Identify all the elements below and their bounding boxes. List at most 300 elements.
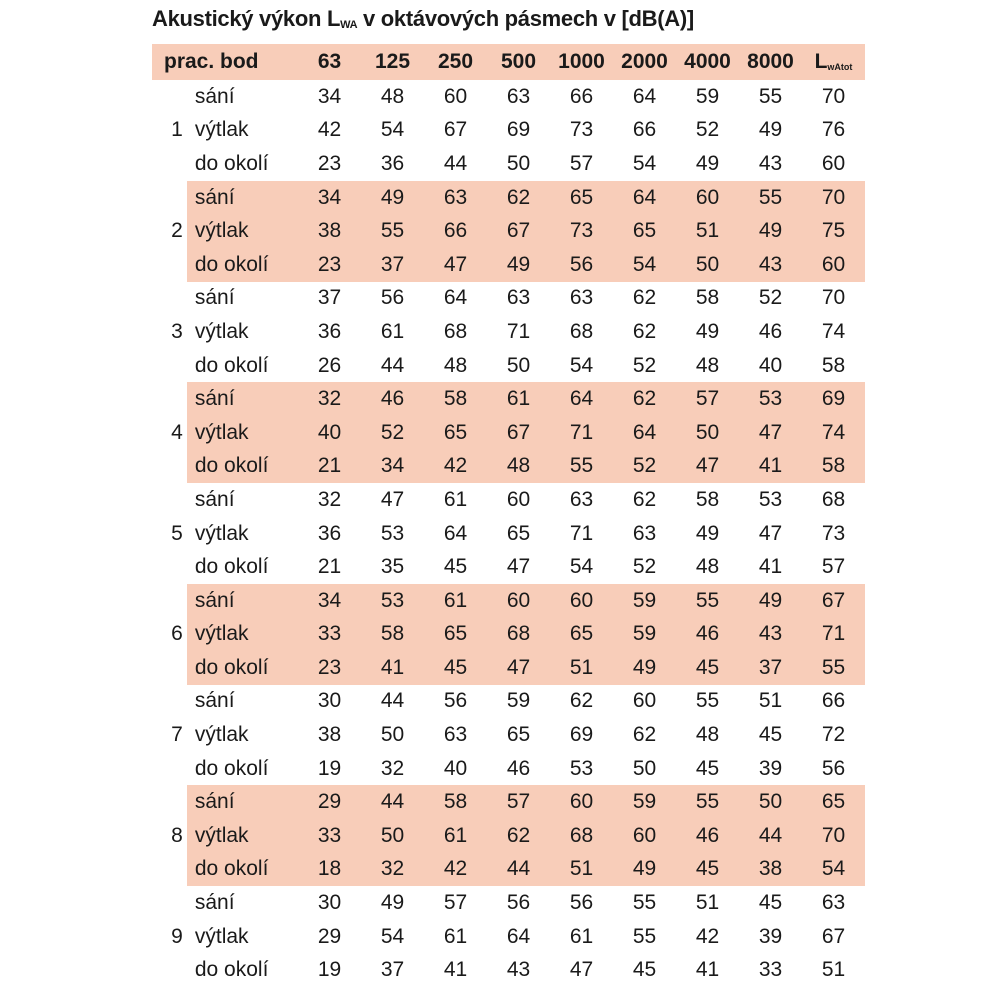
value-cell: 53 [758,487,783,511]
total-cell: 70 [821,286,846,310]
value-cell: 48 [380,84,405,108]
header-band: 125 [361,44,424,80]
row-label: výtlak [194,521,249,545]
value-cell: 57 [676,382,739,416]
value-cell: 49 [695,319,720,343]
value-cell: 34 [317,84,342,108]
value-cell: 65 [424,618,487,652]
value-cell: 52 [613,450,676,484]
value-cell: 36 [317,319,342,343]
table-row [152,886,865,920]
value-cell: 37 [380,958,405,982]
value-cell: 44 [443,151,468,175]
value-cell: 45 [695,756,720,780]
value-cell: 68 [550,819,613,853]
header-point-label: prac. bod [152,44,298,80]
point-number [152,349,187,383]
value-cell: 63 [506,84,531,108]
value-cell: 59 [695,84,720,108]
value-cell: 34 [298,584,361,618]
value-cell: 73 [550,214,613,248]
value-cell: 54 [569,353,594,377]
value-cell: 38 [317,723,342,747]
value-cell: 45 [758,891,783,915]
value-cell: 45 [424,651,487,685]
value-cell: 51 [695,891,720,915]
point-number [152,80,187,114]
point-number: 6 [171,622,183,646]
header-band: 2000 [613,44,676,80]
value-cell: 60 [613,819,676,853]
value-cell: 23 [298,248,361,282]
value-cell: 49 [758,118,783,142]
value-cell: 40 [443,756,468,780]
row-label: výtlak [187,819,298,853]
table-row [152,953,865,987]
value-cell: 41 [758,555,783,579]
value-cell: 37 [317,286,342,310]
value-cell: 61 [443,924,468,948]
point-number [152,685,187,719]
row-label: sání [187,584,298,618]
value-cell: 65 [506,723,531,747]
value-cell: 43 [758,151,783,175]
value-cell: 32 [380,756,405,780]
value-cell: 67 [487,416,550,450]
value-cell: 59 [506,689,531,713]
total-cell: 70 [802,181,865,215]
total-cell: 67 [821,924,846,948]
point-number [152,886,187,920]
point-number [152,853,187,887]
value-cell: 55 [695,689,720,713]
point-number [152,382,187,416]
value-cell: 21 [317,555,342,579]
value-cell: 57 [569,151,594,175]
value-cell: 49 [613,651,676,685]
point-number [152,752,187,786]
total-cell: 60 [802,248,865,282]
value-cell: 63 [632,521,657,545]
value-cell: 50 [739,785,802,819]
table-row [152,416,865,450]
value-cell: 50 [676,416,739,450]
value-cell: 58 [424,785,487,819]
value-cell: 67 [443,118,468,142]
header-band: 4000 [676,44,739,80]
value-cell: 32 [298,382,361,416]
value-cell: 37 [739,651,802,685]
total-cell: 58 [821,353,846,377]
total-cell: 74 [802,416,865,450]
table-row [152,483,865,517]
value-cell: 44 [487,853,550,887]
value-cell: 62 [632,319,657,343]
point-number [152,181,187,215]
value-cell: 59 [613,618,676,652]
value-cell: 41 [361,651,424,685]
total-cell: 72 [821,723,846,747]
value-cell: 48 [695,353,720,377]
header-total: $L_{wAtot}$ [802,44,865,80]
value-cell: 32 [317,487,342,511]
point-number: 4 [171,420,183,444]
value-cell: 56 [506,891,531,915]
value-cell: 42 [695,924,720,948]
row-label: výtlak [194,723,249,747]
point-number: 3 [171,319,183,343]
value-cell: 53 [380,521,405,545]
value-cell: 51 [758,689,783,713]
header-band: 63 [298,44,361,80]
value-cell: 46 [676,618,739,652]
total-cell: 75 [802,214,865,248]
value-cell: 55 [550,450,613,484]
value-cell: 63 [569,487,594,511]
value-cell: 60 [550,584,613,618]
value-cell: 55 [676,785,739,819]
value-cell: 41 [443,958,468,982]
point-number [152,785,187,819]
value-cell: 42 [317,118,342,142]
value-cell: 52 [758,286,783,310]
value-cell: 58 [695,487,720,511]
value-cell: 71 [569,521,594,545]
value-cell: 69 [506,118,531,142]
value-cell: 61 [487,382,550,416]
value-cell: 30 [317,689,342,713]
value-cell: 43 [739,248,802,282]
value-cell: 62 [632,286,657,310]
value-cell: 19 [317,756,342,780]
acoustic-power-table [152,44,865,987]
table-row [152,181,865,215]
header-row [152,44,865,80]
value-cell: 53 [361,584,424,618]
value-cell: 61 [443,487,468,511]
value-cell: 60 [676,181,739,215]
table-row [152,651,865,685]
point-number: 9 [171,924,183,948]
value-cell: 50 [380,723,405,747]
value-cell: 66 [632,118,657,142]
value-cell: 34 [361,450,424,484]
row-label: do okolí [194,353,269,377]
value-cell: 47 [676,450,739,484]
row-label: sání [194,84,235,108]
value-cell: 62 [632,723,657,747]
total-cell: 58 [802,450,865,484]
value-cell: 55 [676,584,739,618]
value-cell: 66 [569,84,594,108]
value-cell: 68 [569,319,594,343]
value-cell: 40 [298,416,361,450]
header-band: 500 [487,44,550,80]
value-cell: 53 [739,382,802,416]
value-cell: 49 [695,521,720,545]
point-number [152,248,187,282]
value-cell: 46 [361,382,424,416]
value-cell: 45 [676,853,739,887]
value-cell: 49 [613,853,676,887]
value-cell: 56 [380,286,405,310]
table-row [152,147,865,181]
table-row [152,80,865,114]
value-cell: 23 [298,651,361,685]
point-number [152,147,187,181]
value-cell: 59 [613,785,676,819]
value-cell: 43 [506,958,531,982]
point-number [152,550,187,584]
row-label: sání [187,181,298,215]
value-cell: 68 [487,618,550,652]
point-number [152,483,187,517]
value-cell: 60 [443,84,468,108]
value-cell: 59 [613,584,676,618]
value-cell: 41 [695,958,720,982]
value-cell: 67 [487,214,550,248]
header-band: 250 [424,44,487,80]
value-cell: 51 [676,214,739,248]
table-row [152,349,865,383]
total-cell: 71 [802,618,865,652]
value-cell: 52 [361,416,424,450]
value-cell: 39 [758,756,783,780]
total-cell: 76 [821,118,846,142]
value-cell: 40 [758,353,783,377]
value-cell: 60 [550,785,613,819]
value-cell: 35 [380,555,405,579]
value-cell: 38 [298,214,361,248]
value-cell: 49 [361,181,424,215]
total-cell: 66 [821,689,846,713]
table-title: Akustický výkon $L_{WA}$ v oktávových pásmech v [dB(A)] [152,6,694,31]
value-cell: 69 [569,723,594,747]
table-row [152,718,865,752]
value-cell: 49 [739,584,802,618]
value-cell: 30 [317,891,342,915]
table-row [152,584,865,618]
value-cell: 55 [632,891,657,915]
value-cell: 56 [550,248,613,282]
value-cell: 51 [550,853,613,887]
value-cell: 49 [739,214,802,248]
point-number [152,282,187,316]
total-cell: 74 [821,319,846,343]
row-label: výtlak [187,214,298,248]
row-label: sání [187,785,298,819]
value-cell: 62 [569,689,594,713]
value-cell: 64 [506,924,531,948]
table-body [152,80,865,987]
value-cell: 50 [361,819,424,853]
point-number [152,584,187,618]
value-cell: 58 [424,382,487,416]
value-cell: 32 [361,853,424,887]
point-number: 5 [171,521,183,545]
total-cell: 54 [802,853,865,887]
value-cell: 65 [613,214,676,248]
value-cell: 47 [506,555,531,579]
value-cell: 63 [569,286,594,310]
value-cell: 29 [298,785,361,819]
value-cell: 60 [632,689,657,713]
value-cell: 50 [506,353,531,377]
value-cell: 47 [739,416,802,450]
value-cell: 63 [424,181,487,215]
value-cell: 48 [695,555,720,579]
value-cell: 49 [487,248,550,282]
value-cell: 19 [317,958,342,982]
value-cell: 53 [569,756,594,780]
value-cell: 60 [506,487,531,511]
table-row [152,114,865,148]
value-cell: 64 [613,416,676,450]
table-row [152,248,865,282]
table-row [152,752,865,786]
value-cell: 44 [361,785,424,819]
value-cell: 42 [424,853,487,887]
value-cell: 47 [569,958,594,982]
value-cell: 45 [758,723,783,747]
row-label: do okolí [187,248,298,282]
value-cell: 52 [632,555,657,579]
table-row [152,382,865,416]
value-cell: 60 [487,584,550,618]
value-cell: 56 [569,891,594,915]
point-number [152,953,187,987]
value-cell: 48 [443,353,468,377]
value-cell: 38 [739,853,802,887]
value-cell: 48 [487,450,550,484]
value-cell: 63 [443,723,468,747]
value-cell: 55 [758,84,783,108]
value-cell: 55 [632,924,657,948]
value-cell: 64 [632,84,657,108]
table-row [152,853,865,887]
table-row [152,819,865,853]
value-cell: 64 [443,521,468,545]
total-cell: 55 [802,651,865,685]
value-cell: 68 [443,319,468,343]
row-label: výtlak [194,924,249,948]
value-cell: 61 [380,319,405,343]
value-cell: 33 [298,819,361,853]
value-cell: 65 [506,521,531,545]
value-cell: 46 [758,319,783,343]
value-cell: 46 [506,756,531,780]
table-row [152,685,865,719]
value-cell: 45 [632,958,657,982]
point-number: 1 [171,118,183,142]
value-cell: 55 [361,214,424,248]
value-cell: 26 [317,353,342,377]
table-row [152,282,865,316]
value-cell: 61 [424,819,487,853]
value-cell: 52 [695,118,720,142]
row-label: do okolí [187,651,298,685]
value-cell: 52 [632,353,657,377]
row-label: do okolí [187,853,298,887]
value-cell: 64 [613,181,676,215]
value-cell: 65 [550,181,613,215]
value-cell: 18 [298,853,361,887]
value-cell: 45 [443,555,468,579]
value-cell: 47 [380,487,405,511]
total-cell: 67 [802,584,865,618]
row-label: sání [194,891,235,915]
value-cell: 54 [380,118,405,142]
row-label: výtlak [194,118,249,142]
total-cell: 70 [821,84,846,108]
value-cell: 65 [424,416,487,450]
table-row [152,315,865,349]
value-cell: 54 [380,924,405,948]
value-cell: 66 [424,214,487,248]
total-cell: 51 [821,958,846,982]
table-row [152,618,865,652]
row-label: sání [187,382,298,416]
total-cell: 70 [802,819,865,853]
point-number [152,450,187,484]
value-cell: 56 [443,689,468,713]
value-cell: 42 [424,450,487,484]
value-cell: 36 [380,151,405,175]
value-cell: 64 [550,382,613,416]
value-cell: 44 [380,353,405,377]
row-label: do okolí [194,555,269,579]
point-number: 8 [171,823,183,847]
total-cell: 68 [821,487,846,511]
value-cell: 39 [758,924,783,948]
row-label: do okolí [194,958,269,982]
value-cell: 21 [298,450,361,484]
value-cell: 71 [506,319,531,343]
total-cell: 65 [802,785,865,819]
value-cell: 55 [739,181,802,215]
value-cell: 57 [443,891,468,915]
value-cell: 37 [361,248,424,282]
row-label: výtlak [187,618,298,652]
table-row [152,920,865,954]
value-cell: 71 [550,416,613,450]
value-cell: 46 [676,819,739,853]
row-label: výtlak [187,416,298,450]
value-cell: 36 [317,521,342,545]
header-band: 8000 [739,44,802,80]
value-cell: 47 [424,248,487,282]
table-row [152,214,865,248]
table-row [152,785,865,819]
row-label: do okolí [194,151,269,175]
total-cell: 57 [821,555,846,579]
value-cell: 43 [739,618,802,652]
value-cell: 58 [695,286,720,310]
value-cell: 61 [424,584,487,618]
value-cell: 63 [506,286,531,310]
value-cell: 64 [443,286,468,310]
value-cell: 54 [613,248,676,282]
table-row [152,450,865,484]
value-cell: 34 [298,181,361,215]
value-cell: 49 [695,151,720,175]
value-cell: 50 [506,151,531,175]
value-cell: 62 [613,382,676,416]
value-cell: 44 [739,819,802,853]
value-cell: 62 [487,181,550,215]
point-number [152,651,187,685]
value-cell: 45 [676,651,739,685]
